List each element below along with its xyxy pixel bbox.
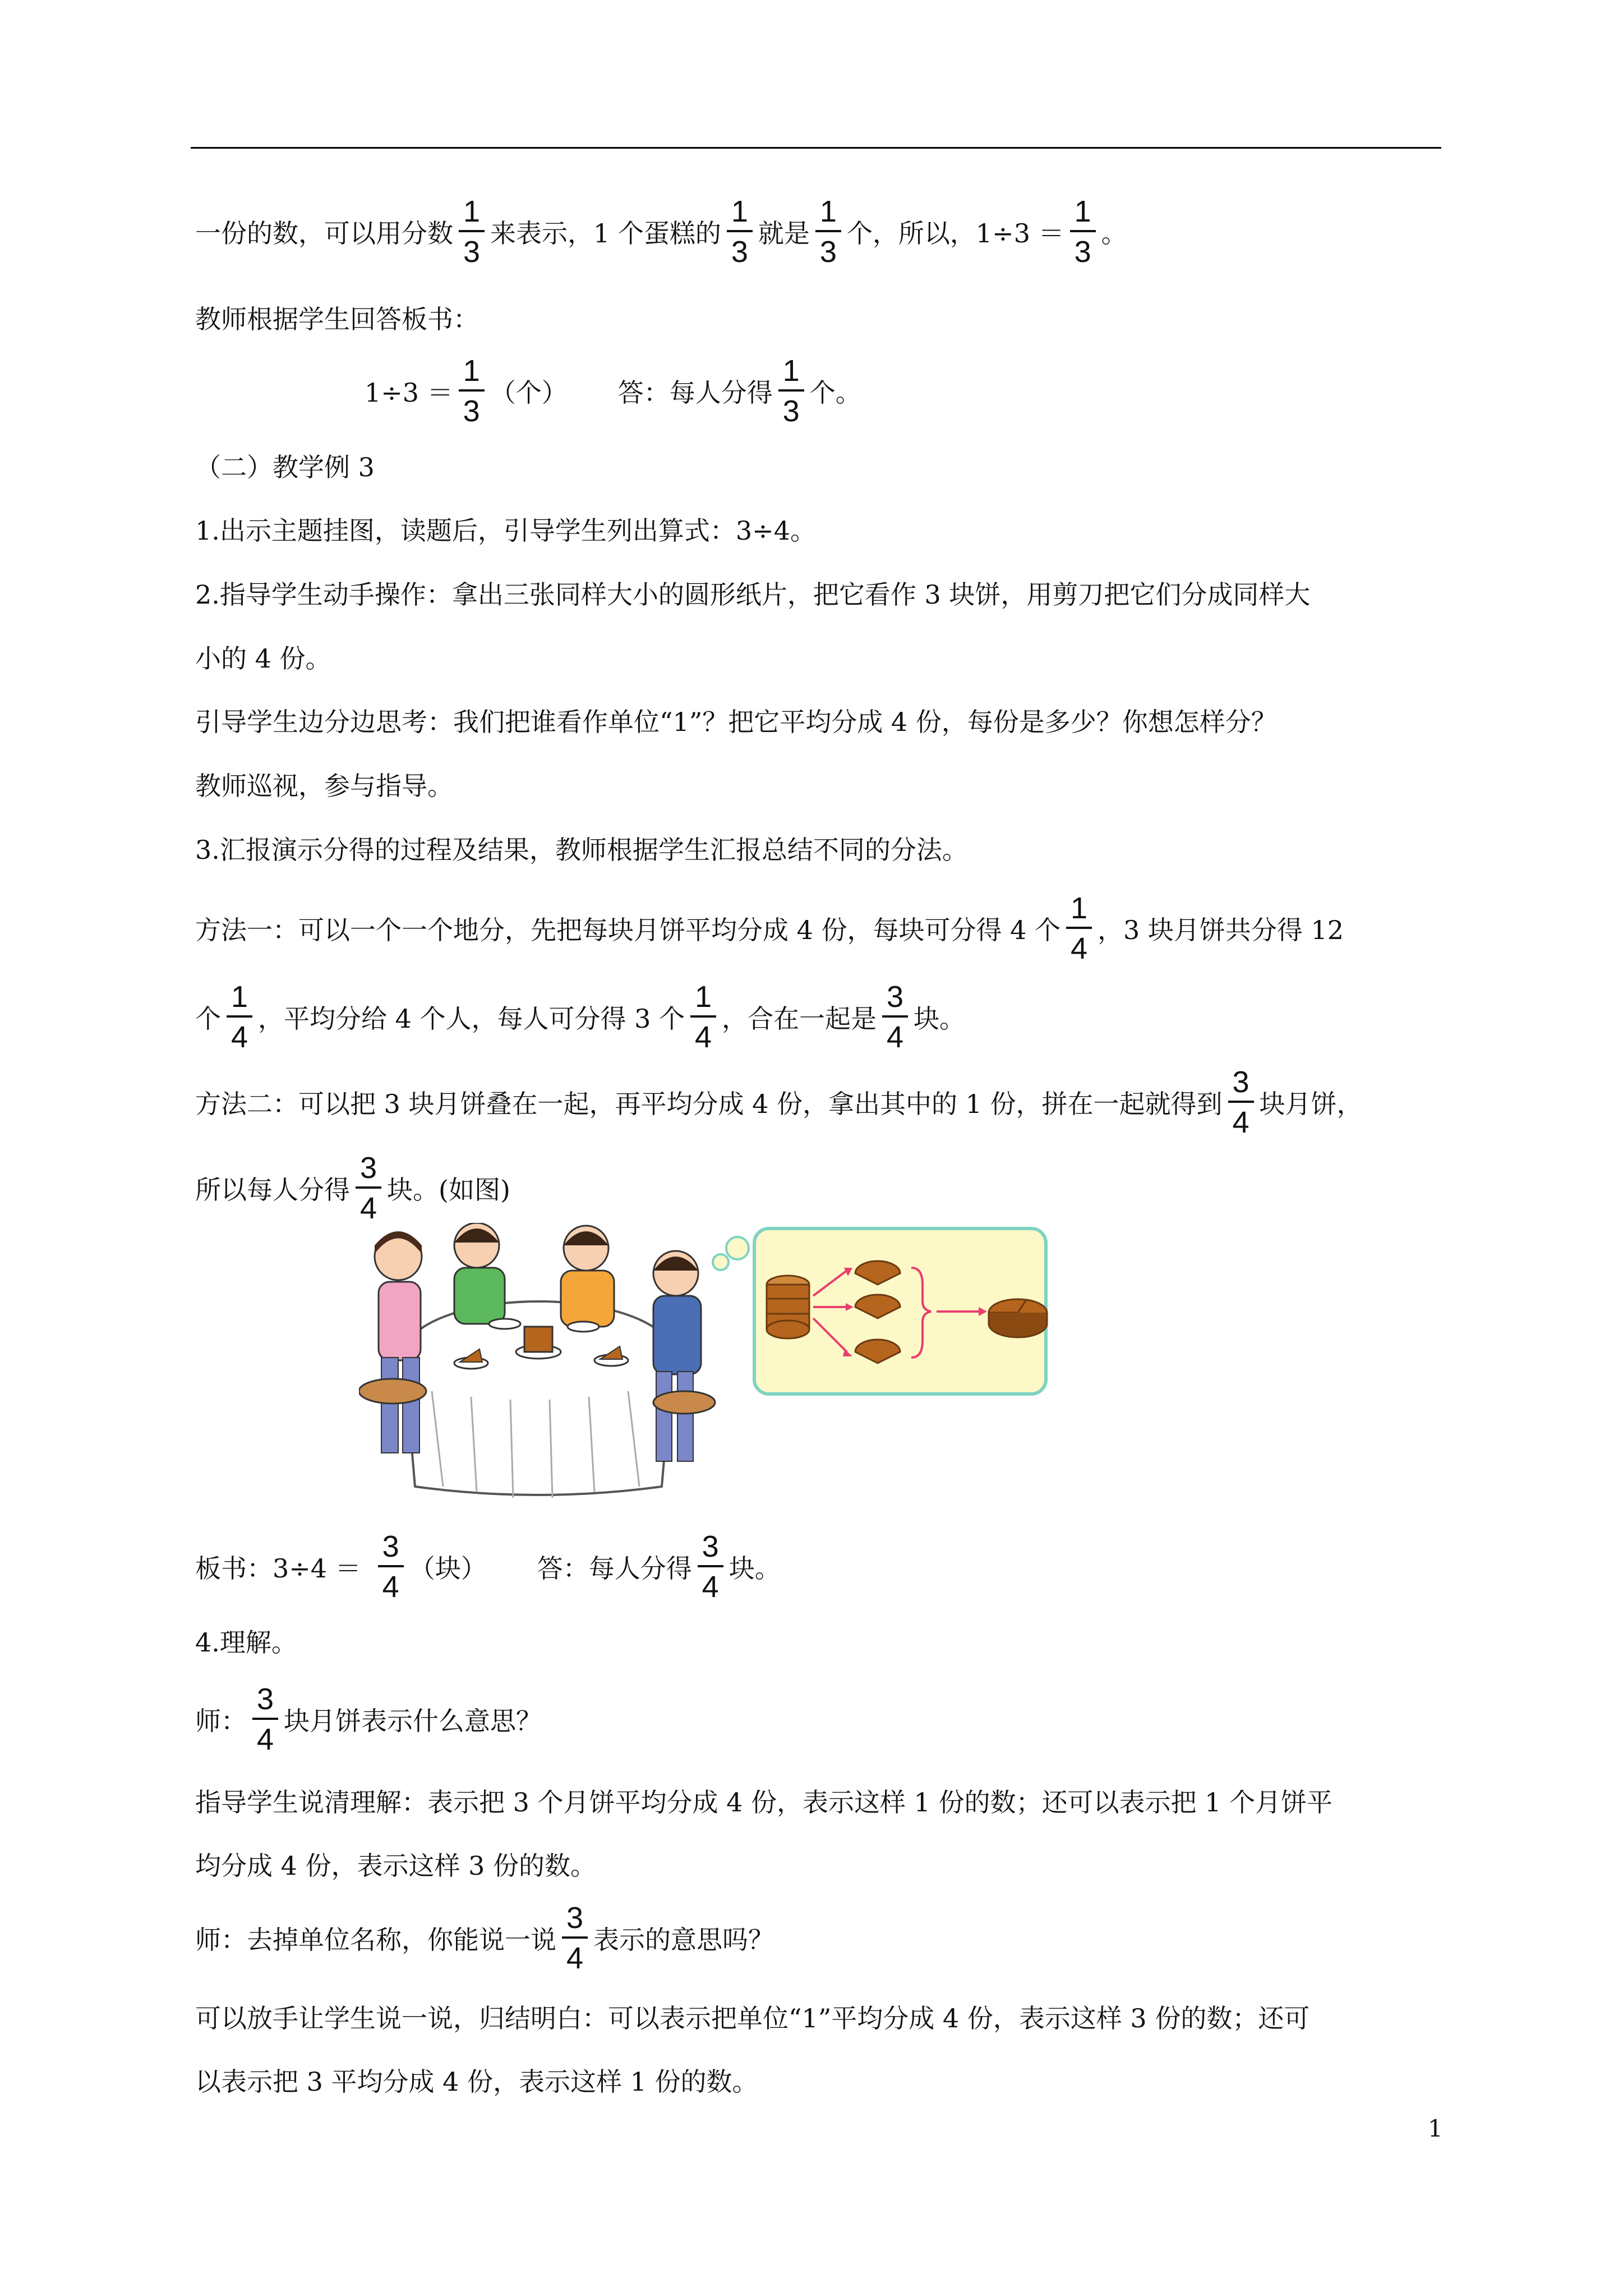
mooncake-sharing-illustration: [359, 1223, 1054, 1515]
text-segment: 个。: [809, 378, 861, 408]
stacked-cakes: [767, 1276, 809, 1338]
text-segment: （块）: [409, 1553, 487, 1584]
text-line-17: [195, 1677, 542, 1761]
text-line-1: [195, 190, 1127, 274]
text-segment: 1÷3 ＝: [365, 378, 453, 408]
text-line-16: 4.理解。: [195, 1627, 297, 1658]
text-line-22: 以表示把 3 平均分成 4 份，表示这样 1 份的数。: [195, 2067, 758, 2097]
fraction-three-quarters: $\frac{3}{4}$: [882, 982, 908, 1052]
fraction-one-quarter: $\frac{1}{4}$: [690, 982, 716, 1052]
text-segment: 方法二：可以把 3 块月饼叠在一起，再平均分成 4 份，拿出其中的 1 份，拼在一起就得到: [195, 1089, 1223, 1119]
text-line-21: 可以放手让学生说一说，归结明白：可以表示把单位“1”平均分成 4 份，表示这样 3 份的数；还可: [195, 2003, 1310, 2033]
page-number: 1: [1428, 2115, 1443, 2142]
fraction-one-quarter: $\frac{1}{4}$: [227, 982, 252, 1052]
text-segment: （个）: [490, 378, 568, 408]
text-segment: ，合在一起是: [722, 1004, 877, 1034]
text-segment: ，平均分给 4 个人，每人可分得 3 个: [258, 1004, 685, 1034]
fraction-one-third: $\frac{1}{3}$: [459, 196, 485, 267]
text-segment: 块月饼表示什么意思？: [284, 1706, 542, 1736]
text-segment: 所以每人分得: [195, 1175, 350, 1205]
fraction-three-quarters: $\frac{3}{4}$: [378, 1531, 404, 1602]
text-segment: 。: [1101, 218, 1127, 249]
text-line-7: 小的 4 份。: [195, 643, 331, 674]
fraction-one-quarter: $\frac{1}{4}$: [1066, 893, 1092, 964]
text-segment: 块。: [914, 1004, 966, 1034]
text-segment: 就是: [758, 218, 810, 249]
text-segment: 个，所以，1÷3 ＝: [846, 218, 1064, 249]
text-line-2: 教师根据学生回答板书：: [195, 304, 479, 334]
text-line-5: 1.出示主题挂图，读题后，引导学生列出算式：3÷4。: [195, 516, 816, 546]
text-line-13: [195, 1060, 1363, 1144]
text-segment: 师：: [195, 1706, 247, 1736]
text-line-18: 指导学生说清理解：表示把 3 个月饼平均分成 4 份，表示这样 1 份的数；还可以表示把 1 个月饼平: [195, 1787, 1333, 1818]
text-segment: 块。: [728, 1553, 781, 1584]
fraction-three-quarters: $\frac{3}{4}$: [1228, 1067, 1254, 1138]
fraction-one-third: $\frac{1}{3}$: [1070, 196, 1096, 267]
text-segment: 方法一：可以一个一个地分，先把每块月饼平均分成 4 份，每块可分得 4 个: [195, 915, 1061, 945]
text-segment: 来表示，1 个蛋糕的: [490, 218, 721, 249]
text-line-8: 引导学生边分边思考：我们把谁看作单位“1”？把它平均分成 4 份，每份是多少？你想怎样分？: [195, 707, 1277, 737]
text-segment: 板书：3÷4 ＝: [195, 1553, 361, 1584]
text-segment: ，3 块月饼共分得 12: [1098, 915, 1344, 945]
text-segment: 答：每人分得: [537, 1553, 692, 1584]
fraction-three-quarters: $\frac{3}{4}$: [356, 1153, 381, 1223]
text-line-11: [195, 886, 1344, 970]
fraction-three-quarters: $\frac{3}{4}$: [698, 1531, 723, 1602]
text-segment: 答：每人分得: [617, 378, 773, 408]
text-line-14: [195, 1146, 510, 1230]
text-line-9: 教师巡视，参与指导。: [195, 771, 453, 801]
fraction-one-third: $\frac{1}{3}$: [778, 356, 804, 426]
fraction-one-third: $\frac{1}{3}$: [459, 356, 485, 426]
text-line-3: [365, 349, 861, 433]
text-line-19: 均分成 4 份，表示这样 3 份的数。: [195, 1851, 597, 1881]
text-line-10: 3.汇报演示分得的过程及结果，教师根据学生汇报总结不同的分法。: [195, 835, 968, 865]
header-rule: [191, 147, 1441, 149]
text-line-12: [195, 975, 965, 1059]
text-segment: 块月饼，: [1259, 1089, 1363, 1119]
children-group: [359, 1223, 715, 1498]
text-segment: 个: [195, 1004, 221, 1034]
text-line-6: 2.指导学生动手操作：拿出三张同样大小的圆形纸片，把它看作 3 块饼，用剪刀把它们分成同样大: [195, 579, 1311, 610]
text-line-15: [195, 1525, 781, 1609]
fraction-one-third: $\frac{1}{3}$: [727, 196, 753, 267]
text-segment: 块。(如图): [387, 1175, 510, 1205]
fraction-one-third: $\frac{1}{3}$: [815, 196, 841, 267]
text-line-4: （二）教学例 3: [195, 452, 375, 482]
text-segment: 师：去掉单位名称，你能说一说: [195, 1925, 556, 1955]
fraction-three-quarters: $\frac{3}{4}$: [562, 1903, 588, 1973]
text-line-20: [195, 1896, 774, 1980]
text-segment: 一份的数，可以用分数: [195, 218, 453, 249]
fraction-three-quarters: $\frac{3}{4}$: [252, 1684, 278, 1755]
text-segment: 表示的意思吗？: [593, 1925, 774, 1955]
